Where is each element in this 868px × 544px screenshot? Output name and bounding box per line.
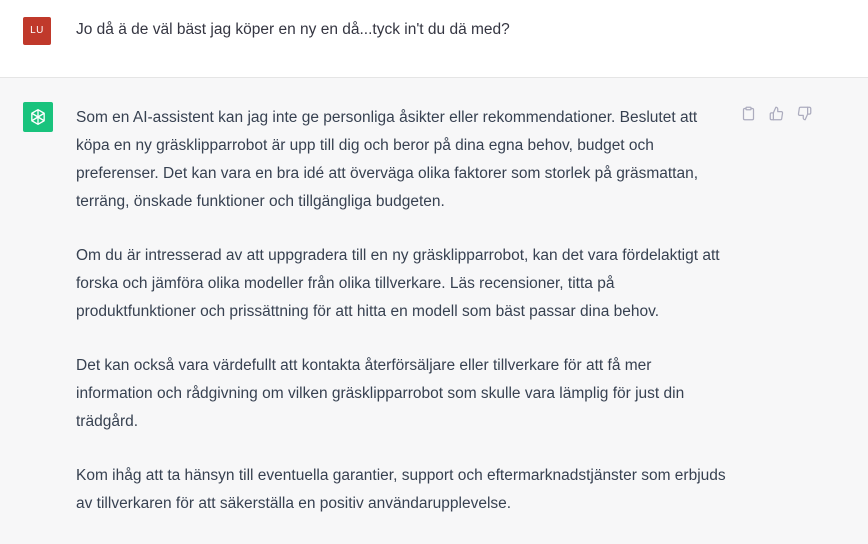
- openai-logo-icon: [23, 102, 53, 132]
- assistant-message-row: [0, 78, 868, 532]
- dislike-button[interactable]: [796, 105, 812, 121]
- copy-button[interactable]: [740, 105, 756, 121]
- assistant-paragraph-2: Om du är intresserad av att uppgradera till en ny gräsklipparrobot, kan det vara fördelaktigt att forska och jämföra olika modeller från olika tillverkare. Läs recensioner, titta på produktfunktioner och prissättning för att hitta en modell som bäst passar dina behov.: [76, 247, 720, 320]
- assistant-paragraph-3: Det kan också vara värdefullt att kontakta återförsäljare eller tillverkare för att få mer information och rådgivning om vilken gräsklipparrobot som skulle vara lämplig för just din trädgård.: [76, 357, 685, 430]
- message-actions: [740, 105, 812, 121]
- user-message-row: [0, 0, 868, 78]
- clipboard-icon: [741, 106, 756, 121]
- assistant-message-text: [76, 104, 726, 544]
- user-message-text: Jo då ä de väl bäst jag köper en ny en då...tyck in't du dä med?: [76, 21, 510, 38]
- assistant-paragraph-1: Som en AI-assistent kan jag inte ge personliga åsikter eller rekommendationer. Beslutet att köpa en ny gräsklipparrobot är upp till dig och beror på dina egna behov, budget och preferenser. Det kan vara en bra idé att överväga olika faktorer som storlek på gräsmattan, terräng, önskade funktioner och tillgängliga budgeten.: [76, 109, 699, 210]
- thumbs-down-icon: [797, 106, 812, 121]
- user-avatar: LU: [23, 17, 51, 45]
- thumbs-up-icon: [769, 106, 784, 121]
- assistant-paragraph-4: Kom ihåg att ta hänsyn till eventuella garantier, support och eftermarknadstjänster som erbjuds av tillverkaren för att säkerställa en positiv användarupplevelse.: [76, 467, 726, 512]
- like-button[interactable]: [768, 105, 784, 121]
